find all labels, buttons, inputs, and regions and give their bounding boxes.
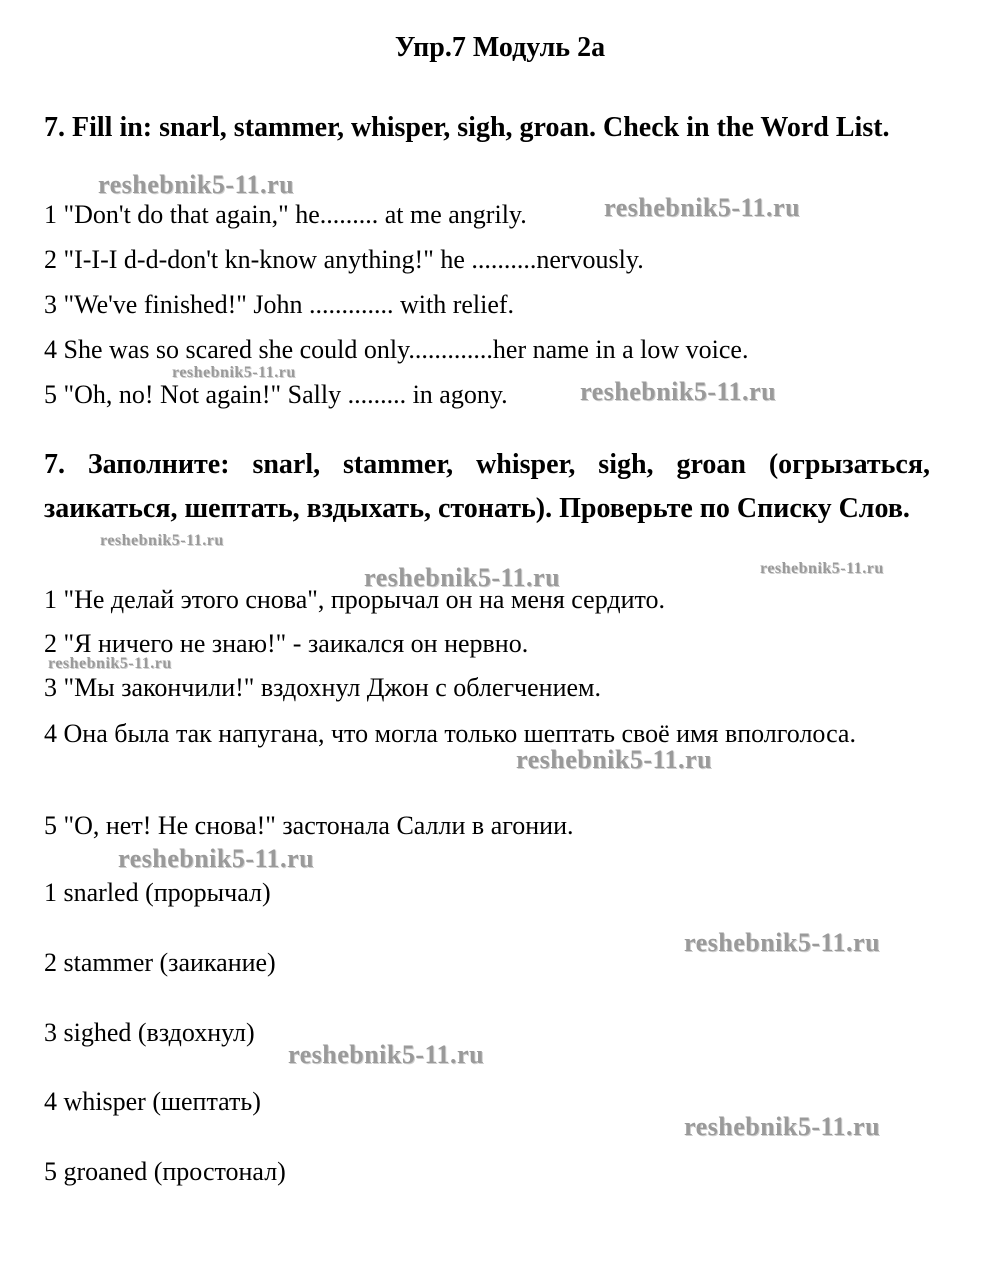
russian-sentence-3: 3 "Мы закончили!" вздохнул Джон с облегчением. xyxy=(44,673,601,702)
answer-4: 4 whisper (шептать) xyxy=(44,1087,261,1116)
watermark: reshebnik5-11.ru xyxy=(172,364,296,381)
english-sentence-2: 2 "I-I-I d-d-don't kn-know anything!" he ..........nervously. xyxy=(44,245,644,274)
watermark: reshebnik5-11.ru xyxy=(48,655,172,672)
english-sentence-4: 4 She was so scared she could only.............her name in a low voice. xyxy=(44,335,749,364)
watermark: reshebnik5-11.ru xyxy=(100,532,224,549)
watermark: reshebnik5-11.ru xyxy=(98,170,295,199)
russian-sentence-1: 1 "Не делай этого снова", прорычал он на меня сердито. xyxy=(44,585,666,614)
answer-5: 5 groaned (простонал) xyxy=(44,1157,286,1186)
russian-task-instruction: 7. Заполните: snarl, stammer, whisper, sigh, groan (огрызаться, заикаться, шептать, вздыхать, стонать). Проверьте по Списку Слов. xyxy=(44,449,930,524)
russian-sentence-5: 5 "О, нет! Не снова!" застонала Салли в агонии. xyxy=(44,811,574,840)
watermark: reshebnik5-11.ru xyxy=(760,560,884,577)
answer-2: 2 stammer (заикание) xyxy=(44,948,276,977)
watermark: reshebnik5-11.ru xyxy=(516,745,713,774)
english-sentence-5: 5 "Oh, no! Not again!" Sally ......... in agony. xyxy=(44,380,508,409)
watermark: reshebnik5-11.ru xyxy=(364,563,561,592)
watermark: reshebnik5-11.ru xyxy=(118,844,315,873)
english-task-instruction: 7. Fill in: snarl, stammer, whisper, sigh, groan. Check in the Word List. xyxy=(44,112,890,143)
english-sentence-3: 3 "We've finished!" John ............. with relief. xyxy=(44,290,515,319)
watermark: reshebnik5-11.ru xyxy=(604,193,801,222)
watermark: reshebnik5-11.ru xyxy=(580,377,777,406)
russian-sentence-2: 2 "Я ничего не знаю!" - заикался он нервно. xyxy=(44,629,529,658)
watermark: reshebnik5-11.ru xyxy=(684,928,881,957)
english-sentence-1: 1 "Don't do that again," he......... at me angrily. xyxy=(44,200,527,229)
page-title: Упр.7 Модуль 2а xyxy=(394,32,606,63)
watermark: reshebnik5-11.ru xyxy=(684,1112,881,1141)
answer-1: 1 snarled (прорычал) xyxy=(44,878,271,907)
watermark: reshebnik5-11.ru xyxy=(288,1040,485,1069)
russian-sentence-4: 4 Она была так напугана, что могла только шептать своё имя вполголоса. xyxy=(44,719,856,748)
answer-3: 3 sighed (вздохнул) xyxy=(44,1018,255,1047)
